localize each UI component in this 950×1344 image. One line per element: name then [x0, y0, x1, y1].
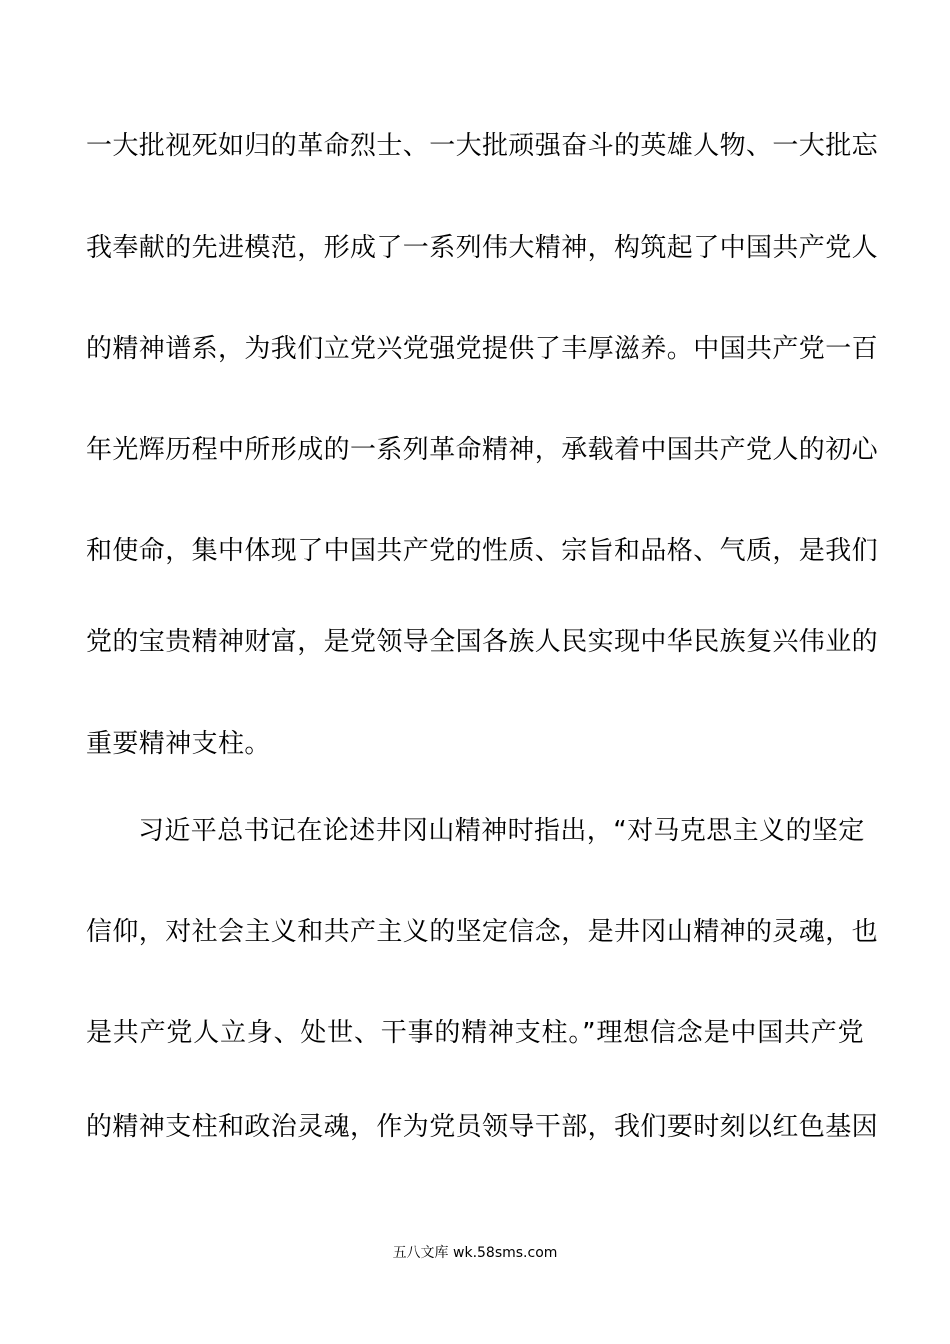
text-line: 年光辉历程中所形成的一系列革命精神，承载着中国共产党人的初心: [86, 435, 879, 465]
text-line: 的精神谱系，为我们立党兴党强党提供了丰厚滋养。中国共产党一百: [86, 334, 879, 364]
text-line: 的精神支柱和政治灵魂，作为党员领导干部，我们要时刻以红色基因: [86, 1112, 879, 1142]
text-line: 信仰，对社会主义和共产主义的坚定信念，是井冈山精神的灵魂，也: [86, 917, 879, 947]
text-line: 党的宝贵精神财富，是党领导全国各族人民实现中华民族复兴伟业的: [86, 627, 879, 657]
text-line: 重要精神支柱。: [86, 729, 271, 759]
text-line: 是共产党人立身、处世、干事的精神支柱。”理想信念是中国共产党: [86, 1018, 864, 1048]
text-line: 和使命，集中体现了中国共产党的性质、宗旨和品格、气质，是我们: [86, 536, 879, 566]
page-footer: 五八文库 wk.58sms.com: [392, 1245, 558, 1261]
text-line: 我奉献的先进模范，形成了一系列伟大精神，构筑起了中国共产党人: [86, 233, 879, 263]
text-line: 一大批视死如归的革命烈士、一大批顽强奋斗的英雄人物、一大批忘: [86, 131, 879, 161]
text-line: 习近平总书记在论述井冈山精神时指出，“对马克思主义的坚定: [138, 816, 865, 846]
